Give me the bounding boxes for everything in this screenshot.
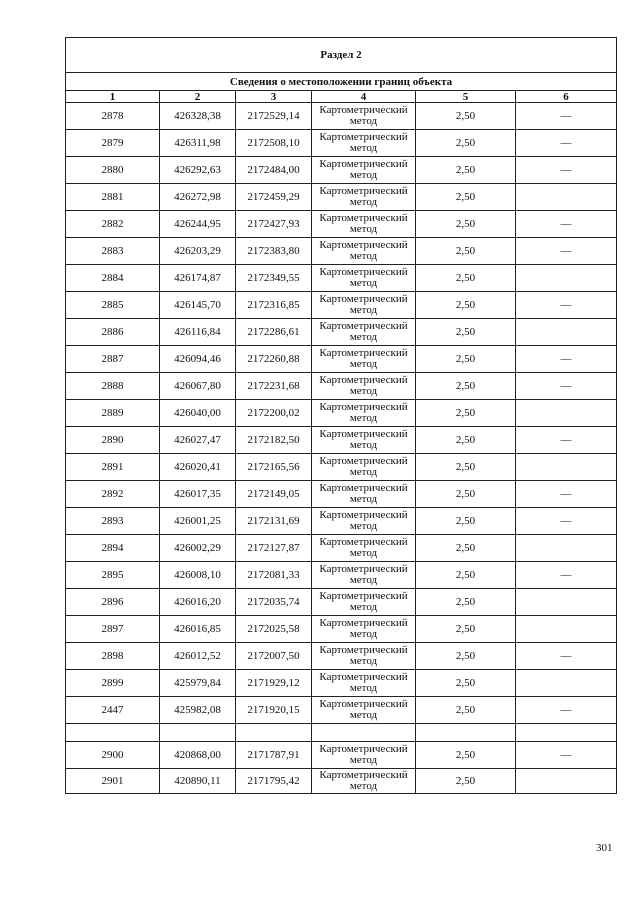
note-cell	[516, 265, 617, 292]
column-number-row	[66, 91, 617, 103]
method-cell: Картометрический метод	[312, 400, 416, 427]
point-number-cell: 2886	[66, 319, 160, 346]
accuracy-cell: 2,50	[416, 157, 516, 184]
y-coordinate-cell: 2172035,74	[236, 589, 312, 616]
accuracy-cell: 2,50	[416, 589, 516, 616]
accuracy-cell: 2,50	[416, 400, 516, 427]
x-coordinate-cell: 426008,10	[160, 562, 236, 589]
y-coordinate-cell: 2172508,10	[236, 130, 312, 157]
boundary-table-container	[65, 37, 616, 819]
point-number-cell: 2888	[66, 373, 160, 400]
method-cell: Картометрический метод	[312, 562, 416, 589]
blank-row	[66, 724, 617, 742]
table-row	[66, 535, 617, 562]
boundary-table	[65, 37, 617, 794]
note-cell: —	[516, 697, 617, 724]
table-row	[66, 265, 617, 292]
point-number-cell: 2883	[66, 238, 160, 265]
table-row	[66, 742, 617, 769]
point-number-cell: 2879	[66, 130, 160, 157]
note-cell	[516, 184, 617, 211]
x-coordinate-cell: 426067,80	[160, 373, 236, 400]
accuracy-cell: 2,50	[416, 562, 516, 589]
note-cell: —	[516, 481, 617, 508]
x-coordinate-cell: 426311,98	[160, 130, 236, 157]
column-number: 1	[66, 91, 160, 103]
table-row	[66, 589, 617, 616]
method-cell: Картометрический метод	[312, 589, 416, 616]
accuracy-cell: 2,50	[416, 103, 516, 130]
point-number-cell: 2901	[66, 769, 160, 794]
note-cell: —	[516, 373, 617, 400]
y-coordinate-cell: 2172260,88	[236, 346, 312, 373]
x-coordinate-cell: 426145,70	[160, 292, 236, 319]
note-cell	[516, 319, 617, 346]
x-coordinate-cell: 426040,00	[160, 400, 236, 427]
y-coordinate-cell: 2171929,12	[236, 670, 312, 697]
accuracy-cell: 2,50	[416, 742, 516, 769]
y-coordinate-cell: 2172127,87	[236, 535, 312, 562]
method-cell: Картометрический метод	[312, 643, 416, 670]
accuracy-cell: 2,50	[416, 238, 516, 265]
y-coordinate-cell: 2172383,80	[236, 238, 312, 265]
point-number-cell: 2885	[66, 292, 160, 319]
x-coordinate-cell: 426002,29	[160, 535, 236, 562]
x-coordinate-cell: 426012,52	[160, 643, 236, 670]
note-cell: —	[516, 103, 617, 130]
point-number-cell: 2893	[66, 508, 160, 535]
point-number-cell: 2892	[66, 481, 160, 508]
accuracy-cell: 2,50	[416, 346, 516, 373]
accuracy-cell: 2,50	[416, 481, 516, 508]
method-cell: Картометрический метод	[312, 346, 416, 373]
method-cell: Картометрический метод	[312, 508, 416, 535]
y-coordinate-cell: 2172182,50	[236, 427, 312, 454]
column-number: 2	[160, 91, 236, 103]
y-coordinate-cell: 2172427,93	[236, 211, 312, 238]
accuracy-cell: 2,50	[416, 373, 516, 400]
point-number-cell: 2896	[66, 589, 160, 616]
page-number: 301	[596, 842, 613, 854]
method-cell: Картометрический метод	[312, 184, 416, 211]
column-number: 5	[416, 91, 516, 103]
y-coordinate-cell: 2172149,05	[236, 481, 312, 508]
point-number-cell: 2884	[66, 265, 160, 292]
accuracy-cell: 2,50	[416, 769, 516, 794]
table-row	[66, 238, 617, 265]
table-row	[66, 130, 617, 157]
table-row	[66, 373, 617, 400]
blank-cell	[66, 724, 160, 742]
table-row	[66, 184, 617, 211]
table-row	[66, 400, 617, 427]
y-coordinate-cell: 2172231,68	[236, 373, 312, 400]
table-row	[66, 643, 617, 670]
y-coordinate-cell: 2172165,56	[236, 454, 312, 481]
method-cell: Картометрический метод	[312, 535, 416, 562]
method-cell: Картометрический метод	[312, 130, 416, 157]
note-cell: —	[516, 157, 617, 184]
method-cell: Картометрический метод	[312, 427, 416, 454]
column-number: 6	[516, 91, 617, 103]
method-cell: Картометрический метод	[312, 292, 416, 319]
accuracy-cell: 2,50	[416, 535, 516, 562]
note-cell	[516, 589, 617, 616]
section-title-row	[66, 38, 617, 73]
table-row	[66, 346, 617, 373]
method-cell: Картометрический метод	[312, 769, 416, 794]
x-coordinate-cell: 426094,46	[160, 346, 236, 373]
method-cell: Картометрический метод	[312, 454, 416, 481]
x-coordinate-cell: 426272,98	[160, 184, 236, 211]
note-cell: —	[516, 643, 617, 670]
point-number-cell: 2894	[66, 535, 160, 562]
method-cell: Картометрический метод	[312, 742, 416, 769]
note-cell: —	[516, 742, 617, 769]
point-number-cell: 2895	[66, 562, 160, 589]
y-coordinate-cell: 2171920,15	[236, 697, 312, 724]
accuracy-cell: 2,50	[416, 292, 516, 319]
accuracy-cell: 2,50	[416, 643, 516, 670]
x-coordinate-cell: 426017,35	[160, 481, 236, 508]
method-cell: Картометрический метод	[312, 670, 416, 697]
method-cell: Картометрический метод	[312, 616, 416, 643]
point-number-cell: 2889	[66, 400, 160, 427]
accuracy-cell: 2,50	[416, 211, 516, 238]
x-coordinate-cell: 426116,84	[160, 319, 236, 346]
method-cell: Картометрический метод	[312, 697, 416, 724]
accuracy-cell: 2,50	[416, 130, 516, 157]
table-row	[66, 670, 617, 697]
note-cell: —	[516, 211, 617, 238]
note-cell: —	[516, 508, 617, 535]
y-coordinate-cell: 2172529,14	[236, 103, 312, 130]
y-coordinate-cell: 2172286,61	[236, 319, 312, 346]
y-coordinate-cell: 2172025,58	[236, 616, 312, 643]
y-coordinate-cell: 2172459,29	[236, 184, 312, 211]
x-coordinate-cell: 426174,87	[160, 265, 236, 292]
table-row	[66, 319, 617, 346]
accuracy-cell: 2,50	[416, 265, 516, 292]
blank-cell	[236, 724, 312, 742]
accuracy-cell: 2,50	[416, 454, 516, 481]
y-coordinate-cell: 2171787,91	[236, 742, 312, 769]
x-coordinate-cell: 425982,08	[160, 697, 236, 724]
table-row	[66, 292, 617, 319]
x-coordinate-cell: 426244,95	[160, 211, 236, 238]
table-row	[66, 454, 617, 481]
method-cell: Картометрический метод	[312, 481, 416, 508]
table-row	[66, 103, 617, 130]
y-coordinate-cell: 2172484,00	[236, 157, 312, 184]
note-cell	[516, 616, 617, 643]
note-cell	[516, 670, 617, 697]
x-coordinate-cell: 426016,20	[160, 589, 236, 616]
x-coordinate-cell: 426020,41	[160, 454, 236, 481]
x-coordinate-cell: 426001,25	[160, 508, 236, 535]
method-cell: Картометрический метод	[312, 103, 416, 130]
point-number-cell: 2878	[66, 103, 160, 130]
note-cell: —	[516, 238, 617, 265]
method-cell: Картометрический метод	[312, 157, 416, 184]
x-coordinate-cell: 420868,00	[160, 742, 236, 769]
point-number-cell: 2447	[66, 697, 160, 724]
table-row	[66, 157, 617, 184]
x-coordinate-cell: 426292,63	[160, 157, 236, 184]
x-coordinate-cell: 426016,85	[160, 616, 236, 643]
point-number-cell: 2881	[66, 184, 160, 211]
x-coordinate-cell: 425979,84	[160, 670, 236, 697]
y-coordinate-cell: 2172131,69	[236, 508, 312, 535]
method-cell: Картометрический метод	[312, 211, 416, 238]
note-cell	[516, 454, 617, 481]
point-number-cell: 2897	[66, 616, 160, 643]
accuracy-cell: 2,50	[416, 319, 516, 346]
point-number-cell: 2890	[66, 427, 160, 454]
accuracy-cell: 2,50	[416, 616, 516, 643]
table-row	[66, 508, 617, 535]
point-number-cell: 2900	[66, 742, 160, 769]
y-coordinate-cell: 2172200,02	[236, 400, 312, 427]
section-subtitle: Сведения о местоположении границ объекта	[66, 73, 617, 91]
point-number-cell: 2880	[66, 157, 160, 184]
note-cell: —	[516, 427, 617, 454]
note-cell: —	[516, 346, 617, 373]
table-row	[66, 427, 617, 454]
point-number-cell: 2898	[66, 643, 160, 670]
accuracy-cell: 2,50	[416, 508, 516, 535]
note-cell	[516, 769, 617, 794]
blank-cell	[312, 724, 416, 742]
blank-cell	[416, 724, 516, 742]
table-row	[66, 481, 617, 508]
y-coordinate-cell: 2172081,33	[236, 562, 312, 589]
point-number-cell: 2882	[66, 211, 160, 238]
table-row	[66, 769, 617, 794]
note-cell: —	[516, 562, 617, 589]
y-coordinate-cell: 2172007,50	[236, 643, 312, 670]
x-coordinate-cell: 426027,47	[160, 427, 236, 454]
method-cell: Картометрический метод	[312, 238, 416, 265]
method-cell: Картометрический метод	[312, 373, 416, 400]
note-cell: —	[516, 130, 617, 157]
x-coordinate-cell: 420890,11	[160, 769, 236, 794]
column-number: 4	[312, 91, 416, 103]
y-coordinate-cell: 2172349,55	[236, 265, 312, 292]
method-cell: Картометрический метод	[312, 319, 416, 346]
accuracy-cell: 2,50	[416, 184, 516, 211]
table-row	[66, 562, 617, 589]
accuracy-cell: 2,50	[416, 697, 516, 724]
y-coordinate-cell: 2171795,42	[236, 769, 312, 794]
accuracy-cell: 2,50	[416, 670, 516, 697]
point-number-cell: 2899	[66, 670, 160, 697]
method-cell: Картометрический метод	[312, 265, 416, 292]
blank-cell	[516, 724, 617, 742]
point-number-cell: 2887	[66, 346, 160, 373]
section-subtitle-row	[66, 73, 617, 91]
accuracy-cell: 2,50	[416, 427, 516, 454]
x-coordinate-cell: 426328,38	[160, 103, 236, 130]
table-row	[66, 697, 617, 724]
column-number: 3	[236, 91, 312, 103]
table-row	[66, 616, 617, 643]
y-coordinate-cell: 2172316,85	[236, 292, 312, 319]
note-cell: —	[516, 292, 617, 319]
point-number-cell: 2891	[66, 454, 160, 481]
x-coordinate-cell: 426203,29	[160, 238, 236, 265]
note-cell	[516, 535, 617, 562]
blank-cell	[160, 724, 236, 742]
table-row	[66, 211, 617, 238]
section-title: Раздел 2	[66, 38, 617, 73]
note-cell	[516, 400, 617, 427]
